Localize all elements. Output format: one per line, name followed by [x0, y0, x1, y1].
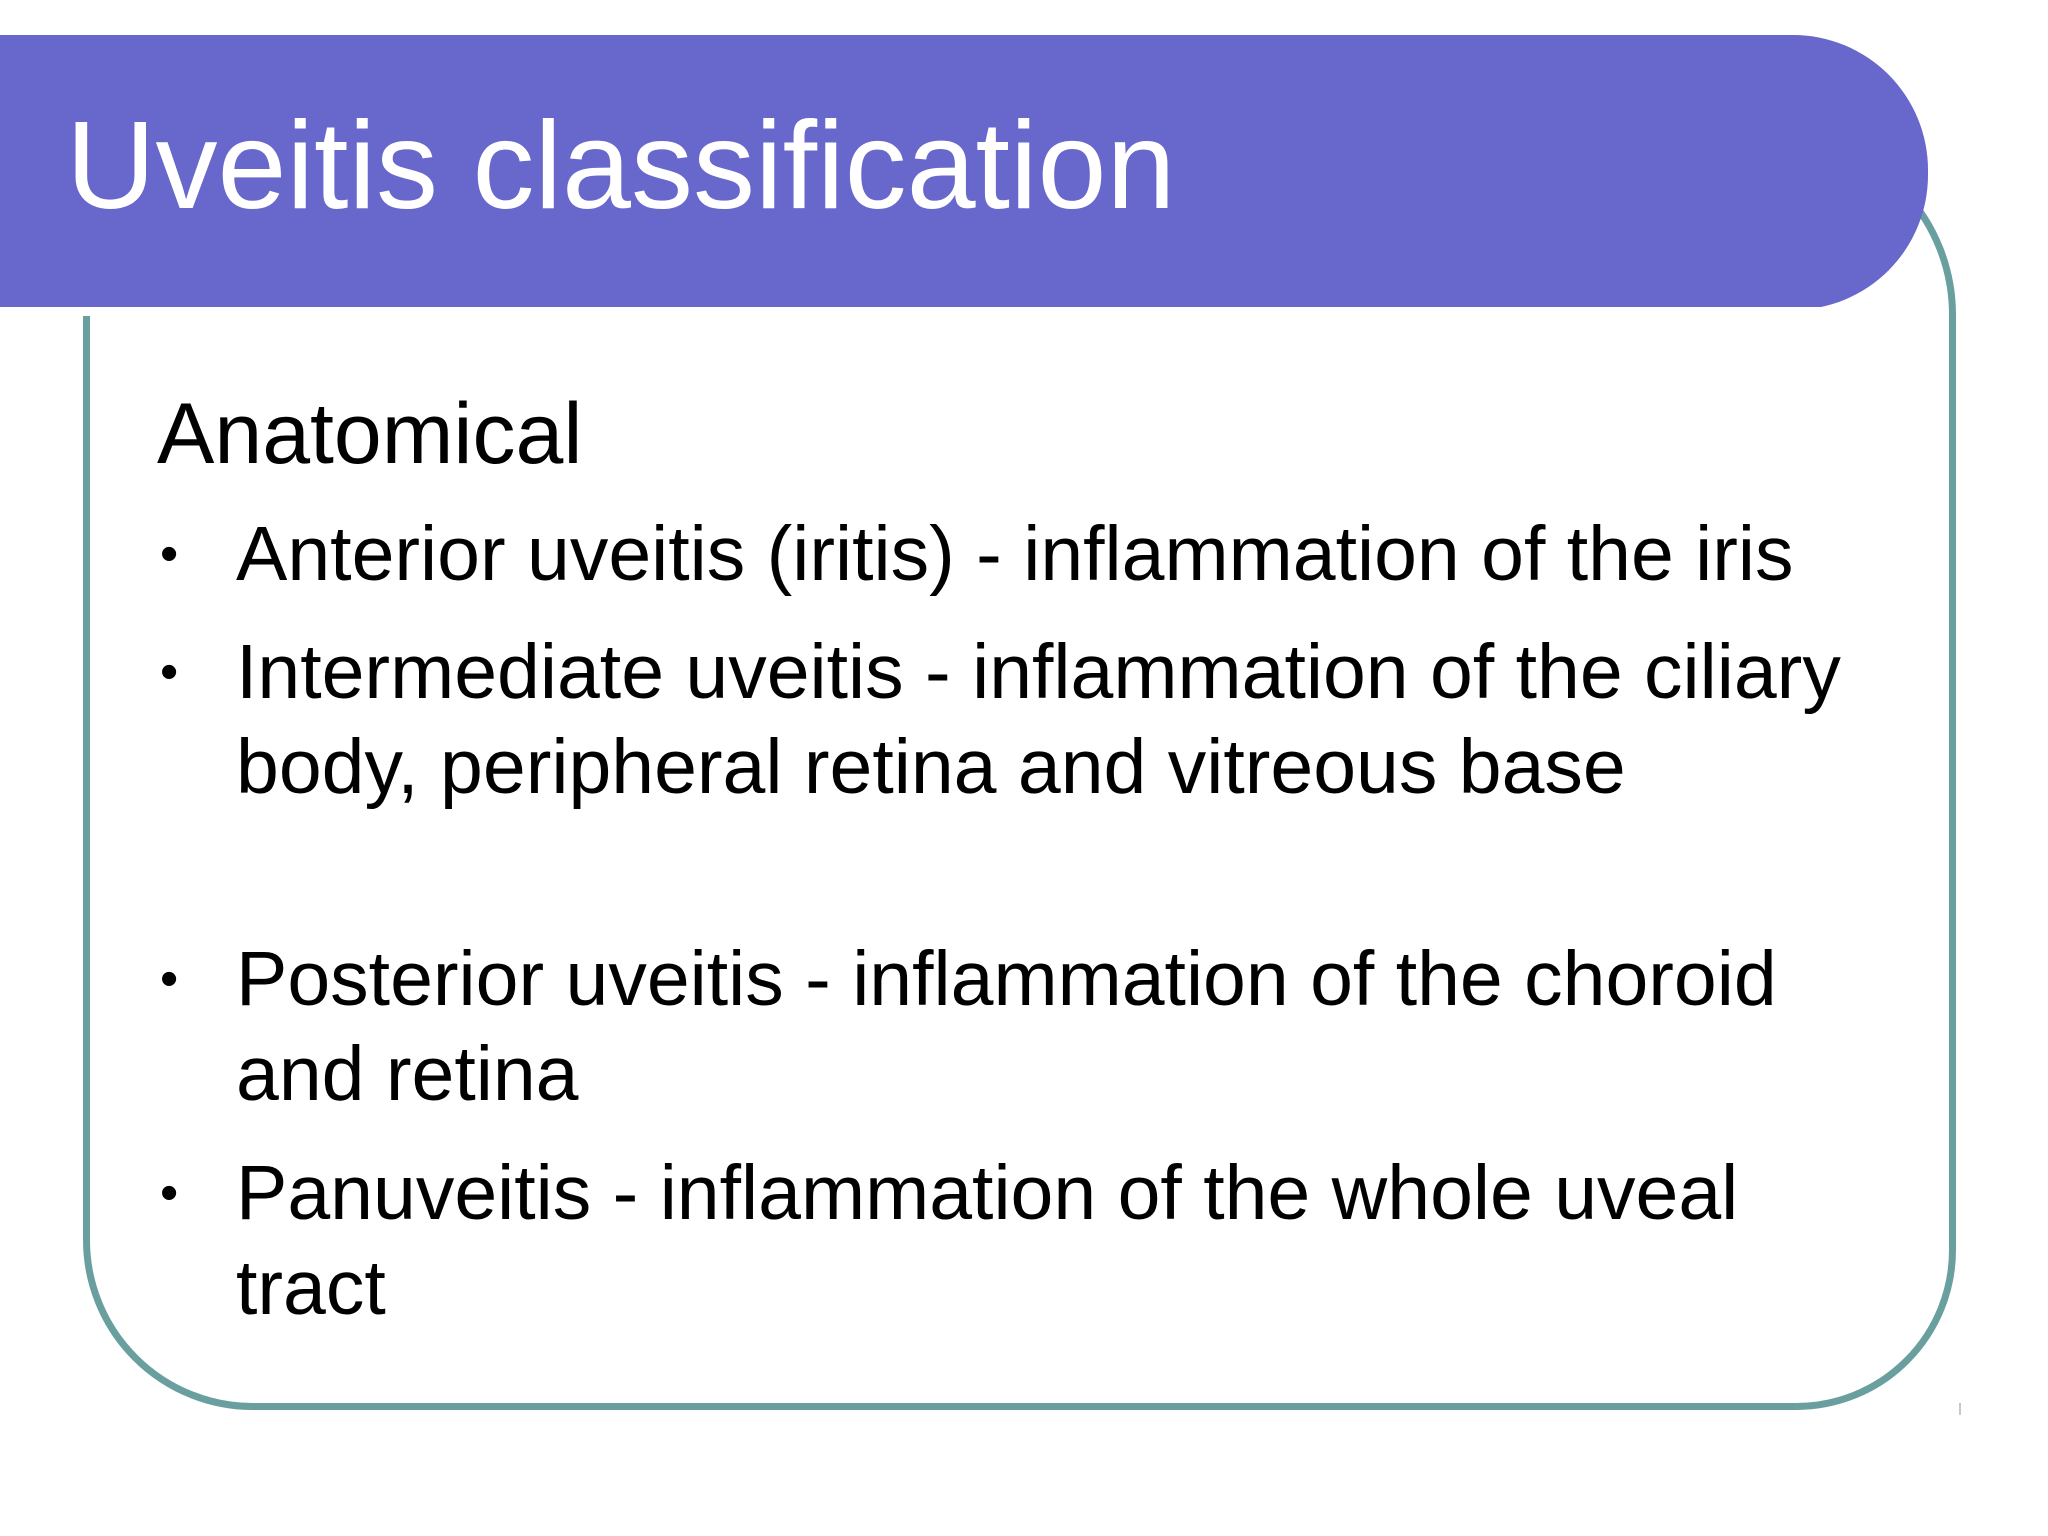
bullet-icon: •: [160, 950, 179, 1008]
bullet-text: Panuveitis - inflammation of the whole uveal tract: [236, 1150, 1739, 1331]
slide-corner-mark: [1959, 1403, 1961, 1415]
bullet-icon: •: [160, 1164, 179, 1222]
section-heading: Anatomical: [157, 386, 583, 482]
bullet-text: Intermediate uveitis - inflammation of the ciliary body, peripheral retina and vitreous base: [236, 629, 1841, 810]
bullet-text: Posterior uveitis - inflammation of the choroid and retina: [236, 936, 1777, 1117]
bullet-text: Anterior uveitis (iritis) - inflammation of the iris: [236, 511, 1794, 597]
bullet-icon: •: [160, 643, 179, 701]
slide-title: Uveitis classification: [66, 97, 1176, 235]
bullet-icon: •: [160, 525, 179, 583]
title-divider: [0, 307, 1826, 316]
